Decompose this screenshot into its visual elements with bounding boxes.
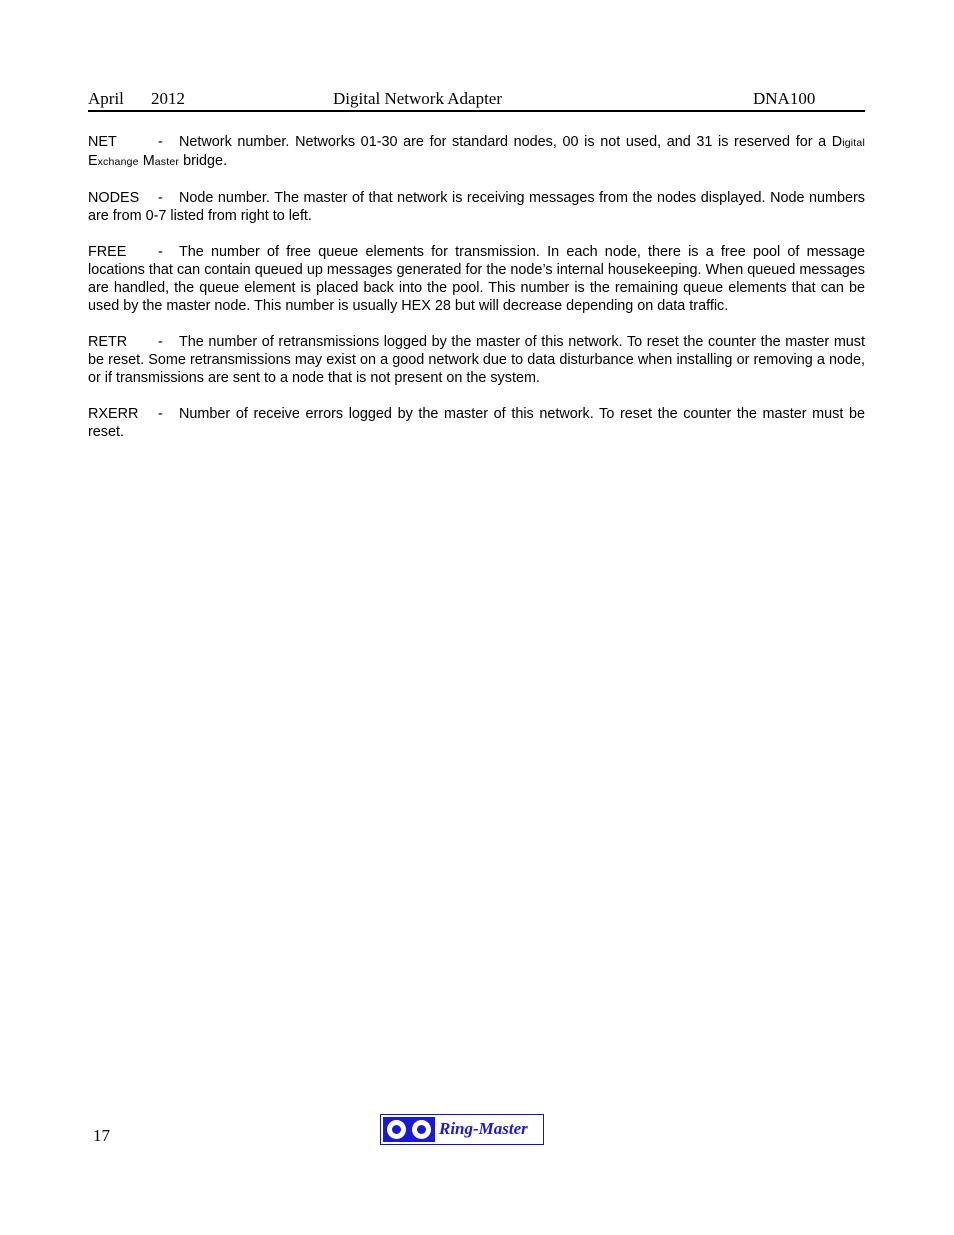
header-year: 2012 xyxy=(151,89,185,108)
term-dash: - xyxy=(158,406,163,422)
term-dash: - xyxy=(158,134,163,150)
definition-list xyxy=(88,133,865,459)
small-caps-word-digital: Digital xyxy=(831,134,865,150)
term-dash: - xyxy=(158,244,163,260)
term-label: FREE xyxy=(88,244,127,260)
definition-nodes xyxy=(88,189,865,225)
header-title: Digital Network Adapter xyxy=(333,89,503,108)
definition-retr xyxy=(88,333,865,387)
definition-text-tail: bridge. xyxy=(183,153,228,169)
definition-text: The number of retransmissions logged by the master of this network. To reset the counter the master must be reset. Some retransmissions may exist on a good network due to data disturbance when installing or removing a node, or if transmissions are sent to a node that is not present on the system. xyxy=(88,334,865,386)
ring-icon xyxy=(412,1120,431,1139)
page-header xyxy=(88,88,865,112)
term-label: NET xyxy=(88,134,117,150)
small-caps-word-master: Master xyxy=(142,153,180,169)
term-label: RXERR xyxy=(88,406,139,422)
definition-text: The number of free queue elements for transmission. In each node, there is a free pool of message locations that can contain queued up messages generated for the node’s internal housekeeping. When queued messages are handled, the queue element is placed back into the pool. This number is the remaining queue elements that can be used by the master node. This number is usually HEX 28 but will decrease depending on data traffic. xyxy=(88,244,865,314)
ring-master-logo xyxy=(380,1114,544,1145)
ring-icon xyxy=(387,1120,406,1139)
page-number: 17 xyxy=(93,1126,110,1145)
term-label: RETR xyxy=(88,334,128,350)
definition-text: Node number. The master of that network is receiving messages from the nodes displayed. Node numbers are from 0-7 listed from right to left. xyxy=(88,190,865,224)
definition-free xyxy=(88,243,865,315)
small-caps-word-exchange: Exchange xyxy=(88,153,139,169)
definition-net xyxy=(88,133,865,171)
term-dash: - xyxy=(158,334,163,350)
header-model: DNA100 xyxy=(753,89,816,108)
term-dash: - xyxy=(158,190,163,206)
definition-rxerr xyxy=(88,405,865,441)
term-label: NODES xyxy=(88,190,140,206)
double-ring-icon xyxy=(383,1117,435,1142)
logo-text: Ring-Master xyxy=(439,1119,528,1138)
header-month: April xyxy=(88,89,124,108)
definition-text: Number of receive errors logged by the master of this network. To reset the counter the master must be reset. xyxy=(88,406,865,440)
definition-text: Network number. Networks 01-30 are for standard nodes, 00 is not used, and 31 is reserved for a xyxy=(179,134,827,150)
